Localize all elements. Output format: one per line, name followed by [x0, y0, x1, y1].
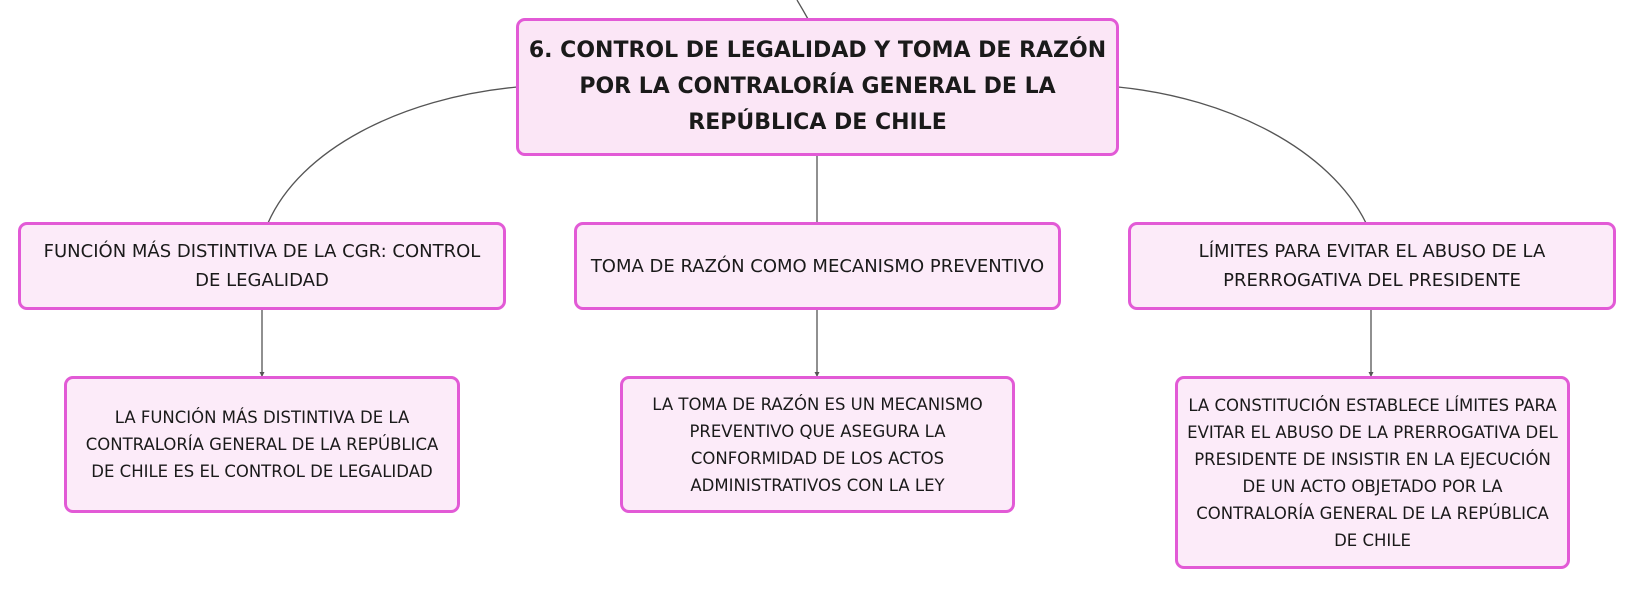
detail-topic-text: LA CONSTITUCIÓN ESTABLECE LÍMITES PARA EVITAR EL ABUSO DE LA PRERROGATIVA DEL PRESIDENTE DE INSISTIR EN LA EJECUCIÓN DE UN ACTO OBJETADO POR LA CONTRALORÍA GENERAL DE LA REPÚBLICA DE CHILE [1187, 395, 1558, 550]
root-topic-title: 6. CONTROL DE LEGALIDAD Y TOMA DE RAZÓN POR LA CONTRALORÍA GENERAL DE LA REPÚBLICA DE CHILE [528, 38, 1107, 135]
branch-topic-label: LÍMITES PARA EVITAR EL ABUSO DE LA PRERROGATIVA DEL PRESIDENTE [1198, 241, 1546, 291]
branch-topic-label: TOMA DE RAZÓN COMO MECANISMO PREVENTIVO [590, 255, 1045, 277]
branch-topic-control-legalidad[interactable] [18, 222, 506, 310]
detail-topic-limites[interactable] [1175, 376, 1570, 569]
connector-root-branch-1 [268, 87, 517, 223]
detail-topic-control-legalidad[interactable] [64, 376, 460, 513]
connector-to-parent [797, 0, 808, 19]
branch-topic-label: FUNCIÓN MÁS DISTINTIVA DE LA CGR: CONTROL DE LEGALIDAD [43, 241, 481, 291]
detail-topic-toma-razon[interactable] [620, 376, 1015, 513]
branch-topic-limites[interactable] [1128, 222, 1616, 310]
detail-topic-text: LA FUNCIÓN MÁS DISTINTIVA DE LA CONTRALORÍA GENERAL DE LA REPÚBLICA DE CHILE ES EL CONTROL DE LEGALIDAD [85, 408, 439, 481]
connector-root-branch-3 [1118, 87, 1366, 223]
branch-topic-toma-razon[interactable] [574, 222, 1061, 310]
detail-topic-text: LA TOMA DE RAZÓN ES UN MECANISMO PREVENTIVO QUE ASEGURA LA CONFORMIDAD DE LOS ACTOS ADMINISTRATIVOS CON LA LEY [652, 394, 983, 495]
root-topic[interactable] [516, 18, 1119, 156]
